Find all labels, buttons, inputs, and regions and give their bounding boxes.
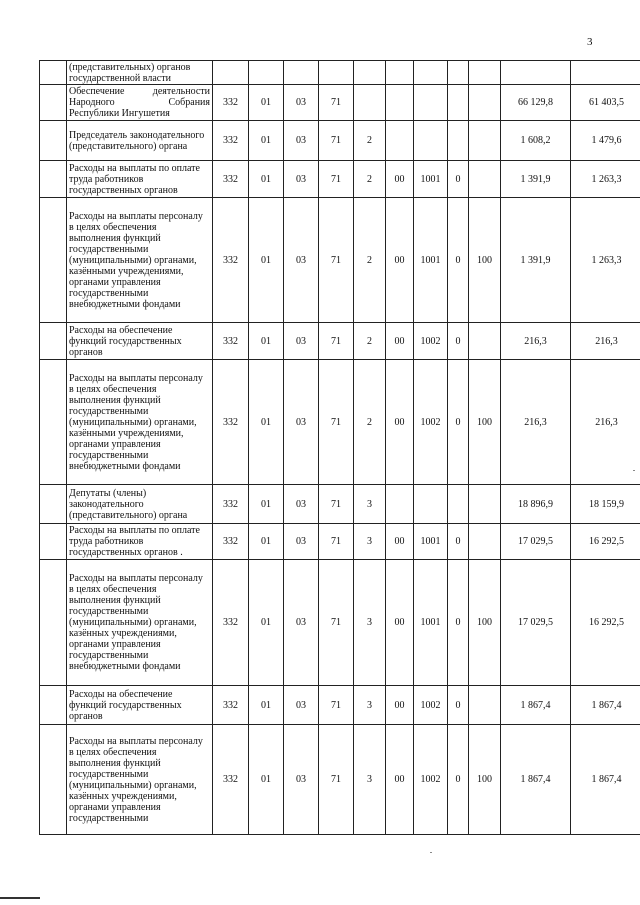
item-name: Расходы на выплаты персоналу в целях обеспечения выполнения функций государственными (муниципальными) органами, казённых учреждениями, органами управления государственными внебюджетными фондами bbox=[67, 560, 213, 686]
amount-actual: 1 263,3 bbox=[571, 161, 640, 198]
measure-code: 00 bbox=[386, 686, 414, 725]
program-code: 71 bbox=[319, 121, 354, 161]
scan-edge-mark bbox=[0, 897, 40, 899]
expense-code: 1001 bbox=[414, 161, 448, 198]
expense-type-code bbox=[469, 121, 501, 161]
subcode bbox=[448, 485, 469, 524]
section-code: 01 bbox=[249, 85, 284, 121]
item-name: Обеспечение деятельности Народного Собрания Республики Ингушетия bbox=[67, 85, 213, 121]
section-code: 01 bbox=[249, 121, 284, 161]
program-code: 71 bbox=[319, 725, 354, 835]
measure-code: 00 bbox=[386, 161, 414, 198]
subprogram-code: 3 bbox=[354, 725, 386, 835]
program-code bbox=[319, 61, 354, 85]
amount-actual: 61 403,5 bbox=[571, 85, 640, 121]
table-row bbox=[40, 161, 640, 198]
item-name: Расходы на выплаты персоналу в целях обеспечения выполнения функций государственными (муниципальными) органами, казёнными учреждениями, органами управления государственными внебюджетными фондами bbox=[67, 360, 213, 485]
section-code: 01 bbox=[249, 198, 284, 323]
expense-code: 1002 bbox=[414, 725, 448, 835]
subprogram-code: 3 bbox=[354, 560, 386, 686]
measure-code: 00 bbox=[386, 198, 414, 323]
expense-type-code bbox=[469, 85, 501, 121]
row-blank-cell bbox=[40, 686, 67, 725]
page-number: 3 bbox=[587, 36, 593, 48]
amount-planned: 1 391,9 bbox=[501, 198, 571, 323]
program-code: 71 bbox=[319, 198, 354, 323]
table-row bbox=[40, 560, 640, 686]
item-name: Расходы на выплаты персоналу в целях обеспечения выполнения функций государственными (муниципальными) органами, казёнными учреждениями, органами управления государственными внебюджетными фондами bbox=[67, 198, 213, 323]
section-code: 01 bbox=[249, 323, 284, 360]
measure-code: 00 bbox=[386, 360, 414, 485]
ministry-code bbox=[213, 61, 249, 85]
ministry-code: 332 bbox=[213, 161, 249, 198]
amount-planned: 17 029,5 bbox=[501, 560, 571, 686]
section-code: 01 bbox=[249, 725, 284, 835]
row-blank-cell bbox=[40, 161, 67, 198]
expense-type-code bbox=[469, 485, 501, 524]
section-code: 01 bbox=[249, 560, 284, 686]
subsection-code: 03 bbox=[284, 524, 319, 560]
ministry-code: 332 bbox=[213, 686, 249, 725]
table-row bbox=[40, 725, 640, 835]
expense-code: 1002 bbox=[414, 686, 448, 725]
ministry-code: 332 bbox=[213, 323, 249, 360]
subsection-code: 03 bbox=[284, 686, 319, 725]
program-code: 71 bbox=[319, 524, 354, 560]
amount-actual: 18 159,9 bbox=[571, 485, 640, 524]
measure-code: 00 bbox=[386, 560, 414, 686]
subcode bbox=[448, 85, 469, 121]
table-row bbox=[40, 61, 640, 85]
program-code: 71 bbox=[319, 85, 354, 121]
measure-code: 00 bbox=[386, 725, 414, 835]
subprogram-code: 3 bbox=[354, 524, 386, 560]
section-code: 01 bbox=[249, 360, 284, 485]
expense-code: 1002 bbox=[414, 360, 448, 485]
expense-code bbox=[414, 61, 448, 85]
expense-code: 1001 bbox=[414, 524, 448, 560]
amount-actual: 216,3 bbox=[571, 360, 640, 485]
scan-speck bbox=[633, 470, 635, 471]
program-code: 71 bbox=[319, 686, 354, 725]
expense-code bbox=[414, 485, 448, 524]
amount-planned: 1 608,2 bbox=[501, 121, 571, 161]
subcode: 0 bbox=[448, 161, 469, 198]
subprogram-code: 2 bbox=[354, 161, 386, 198]
subsection-code: 03 bbox=[284, 85, 319, 121]
program-code: 71 bbox=[319, 560, 354, 686]
expense-type-code bbox=[469, 524, 501, 560]
amount-actual: 1 479,6 bbox=[571, 121, 640, 161]
amount-actual: 1 867,4 bbox=[571, 725, 640, 835]
table-row bbox=[40, 686, 640, 725]
item-name: Расходы на выплаты по оплате труда работников государственных органов . bbox=[67, 524, 213, 560]
subsection-code: 03 bbox=[284, 323, 319, 360]
section-code: 01 bbox=[249, 485, 284, 524]
row-blank-cell bbox=[40, 485, 67, 524]
expense-code: 1001 bbox=[414, 560, 448, 686]
expense-type-code: 100 bbox=[469, 560, 501, 686]
expense-type-code: 100 bbox=[469, 725, 501, 835]
measure-code bbox=[386, 61, 414, 85]
subprogram-code: 2 bbox=[354, 323, 386, 360]
subsection-code: 03 bbox=[284, 121, 319, 161]
subprogram-code: 2 bbox=[354, 360, 386, 485]
item-name: Председатель законодательного (представительного) органа bbox=[67, 121, 213, 161]
ministry-code: 332 bbox=[213, 121, 249, 161]
expense-type-code bbox=[469, 61, 501, 85]
expense-type-code bbox=[469, 161, 501, 198]
program-code: 71 bbox=[319, 323, 354, 360]
expense-type-code: 100 bbox=[469, 198, 501, 323]
budget-table bbox=[39, 60, 640, 835]
row-blank-cell bbox=[40, 61, 67, 85]
amount-actual: 16 292,5 bbox=[571, 524, 640, 560]
subsection-code: 03 bbox=[284, 560, 319, 686]
budget-table-body bbox=[40, 61, 640, 835]
ministry-code: 332 bbox=[213, 85, 249, 121]
amount-planned: 66 129,8 bbox=[501, 85, 571, 121]
ministry-code: 332 bbox=[213, 485, 249, 524]
subsection-code: 03 bbox=[284, 198, 319, 323]
table-row bbox=[40, 360, 640, 485]
subsection-code bbox=[284, 61, 319, 85]
table-row bbox=[40, 485, 640, 524]
ministry-code: 332 bbox=[213, 560, 249, 686]
expense-type-code bbox=[469, 323, 501, 360]
subcode: 0 bbox=[448, 725, 469, 835]
item-name: Расходы на обеспечение функций государственных органов bbox=[67, 686, 213, 725]
row-blank-cell bbox=[40, 524, 67, 560]
row-blank-cell bbox=[40, 360, 67, 485]
section-code: 01 bbox=[249, 686, 284, 725]
expense-type-code bbox=[469, 686, 501, 725]
row-blank-cell bbox=[40, 121, 67, 161]
expense-code: 1001 bbox=[414, 198, 448, 323]
expense-type-code: 100 bbox=[469, 360, 501, 485]
item-name: Расходы на выплаты по оплате труда работников государственных органов bbox=[67, 161, 213, 198]
subprogram-code: 3 bbox=[354, 686, 386, 725]
subcode: 0 bbox=[448, 524, 469, 560]
item-name: (представительных) органов государственной власти bbox=[67, 61, 213, 85]
table-row bbox=[40, 85, 640, 121]
program-code: 71 bbox=[319, 161, 354, 198]
section-code bbox=[249, 61, 284, 85]
table-row bbox=[40, 121, 640, 161]
section-code: 01 bbox=[249, 524, 284, 560]
measure-code bbox=[386, 121, 414, 161]
ministry-code: 332 bbox=[213, 524, 249, 560]
ministry-code: 332 bbox=[213, 725, 249, 835]
subcode bbox=[448, 121, 469, 161]
subcode: 0 bbox=[448, 323, 469, 360]
expense-code: 1002 bbox=[414, 323, 448, 360]
subcode: 0 bbox=[448, 360, 469, 485]
amount-planned: 1 867,4 bbox=[501, 686, 571, 725]
amount-planned: 216,3 bbox=[501, 323, 571, 360]
ministry-code: 332 bbox=[213, 360, 249, 485]
measure-code: 00 bbox=[386, 524, 414, 560]
row-blank-cell bbox=[40, 725, 67, 835]
amount-actual: 1 867,4 bbox=[571, 686, 640, 725]
subprogram-code: 3 bbox=[354, 485, 386, 524]
section-code: 01 bbox=[249, 161, 284, 198]
subsection-code: 03 bbox=[284, 485, 319, 524]
subcode: 0 bbox=[448, 560, 469, 686]
amount-actual: 216,3 bbox=[571, 323, 640, 360]
amount-planned: 1 391,9 bbox=[501, 161, 571, 198]
expense-code bbox=[414, 121, 448, 161]
row-blank-cell bbox=[40, 323, 67, 360]
amount-actual bbox=[571, 61, 640, 85]
row-blank-cell bbox=[40, 85, 67, 121]
table-row bbox=[40, 323, 640, 360]
subprogram-code: 2 bbox=[354, 198, 386, 323]
measure-code bbox=[386, 85, 414, 121]
subcode: 0 bbox=[448, 686, 469, 725]
subsection-code: 03 bbox=[284, 725, 319, 835]
amount-planned: 18 896,9 bbox=[501, 485, 571, 524]
amount-actual: 16 292,5 bbox=[571, 560, 640, 686]
program-code: 71 bbox=[319, 360, 354, 485]
amount-planned: 17 029,5 bbox=[501, 524, 571, 560]
row-blank-cell bbox=[40, 198, 67, 323]
measure-code: 00 bbox=[386, 323, 414, 360]
measure-code bbox=[386, 485, 414, 524]
amount-planned: 1 867,4 bbox=[501, 725, 571, 835]
ministry-code: 332 bbox=[213, 198, 249, 323]
amount-actual: 1 263,3 bbox=[571, 198, 640, 323]
table-row bbox=[40, 524, 640, 560]
program-code: 71 bbox=[319, 485, 354, 524]
subprogram-code bbox=[354, 85, 386, 121]
subprogram-code bbox=[354, 61, 386, 85]
scan-speck bbox=[430, 852, 432, 853]
expense-code bbox=[414, 85, 448, 121]
subcode bbox=[448, 61, 469, 85]
row-blank-cell bbox=[40, 560, 67, 686]
item-name: Расходы на обеспечение функций государственных органов bbox=[67, 323, 213, 360]
subcode: 0 bbox=[448, 198, 469, 323]
table-row bbox=[40, 198, 640, 323]
amount-planned: 216,3 bbox=[501, 360, 571, 485]
subprogram-code: 2 bbox=[354, 121, 386, 161]
subsection-code: 03 bbox=[284, 360, 319, 485]
item-name: Депутаты (члены) законодательного (представительного) органа bbox=[67, 485, 213, 524]
item-name: Расходы на выплаты персоналу в целях обеспечения выполнения функций государственными (муниципальными) органами, казённых учреждениями, органами управления государственными bbox=[67, 725, 213, 835]
subsection-code: 03 bbox=[284, 161, 319, 198]
amount-planned bbox=[501, 61, 571, 85]
